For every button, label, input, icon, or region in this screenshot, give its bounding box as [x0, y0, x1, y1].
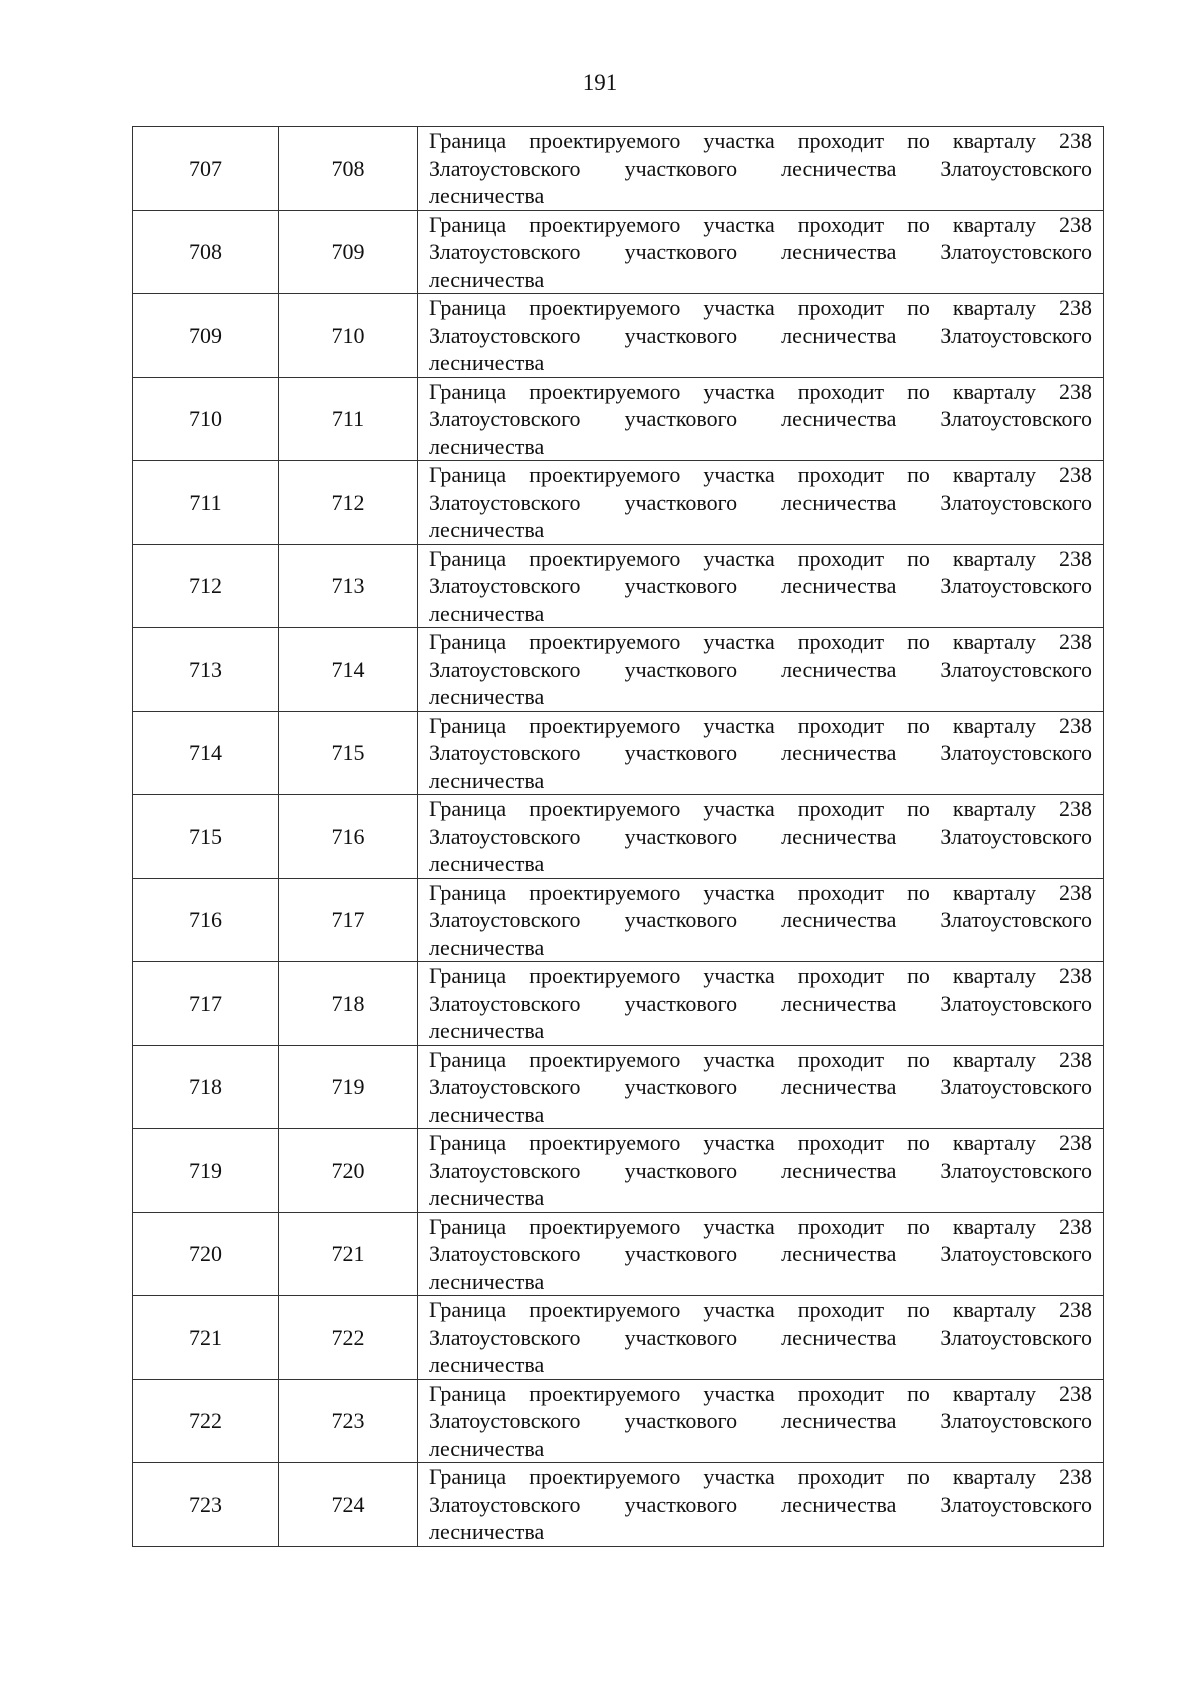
- table-row: [133, 210, 1104, 294]
- point-from-cell: 719: [133, 1129, 279, 1213]
- table-row: [133, 962, 1104, 1046]
- point-to-cell: 708: [279, 127, 418, 211]
- point-to-cell: 711: [279, 377, 418, 461]
- description-cell: Граница проектируемого участка проходит по кварталу 238 Златоустовского участкового лесничества Златоустовского лесничества: [418, 962, 1104, 1046]
- point-from-cell: 710: [133, 377, 279, 461]
- description-cell: Граница проектируемого участка проходит по кварталу 238 Златоустовского участкового лесничества Златоустовского лесничества: [418, 544, 1104, 628]
- description-cell: Граница проектируемого участка проходит по кварталу 238 Златоустовского участкового лесничества Златоустовского лесничества: [418, 210, 1104, 294]
- point-from-cell: 718: [133, 1045, 279, 1129]
- table-row: [133, 878, 1104, 962]
- point-from-cell: 707: [133, 127, 279, 211]
- point-to-cell: 721: [279, 1212, 418, 1296]
- point-to-cell: 719: [279, 1045, 418, 1129]
- description-cell: Граница проектируемого участка проходит по кварталу 238 Златоустовского участкового лесничества Златоустовского лесничества: [418, 1129, 1104, 1213]
- description-cell: Граница проектируемого участка проходит по кварталу 238 Златоустовского участкового лесничества Златоустовского лесничества: [418, 1463, 1104, 1547]
- point-to-cell: 713: [279, 544, 418, 628]
- point-from-cell: 716: [133, 878, 279, 962]
- point-to-cell: 715: [279, 711, 418, 795]
- table-row: [133, 461, 1104, 545]
- description-cell: Граница проектируемого участка проходит по кварталу 238 Златоустовского участкового лесничества Златоустовского лесничества: [418, 1296, 1104, 1380]
- point-from-cell: 723: [133, 1463, 279, 1547]
- point-from-cell: 713: [133, 628, 279, 712]
- description-cell: Граница проектируемого участка проходит по кварталу 238 Златоустовского участкового лесничества Златоустовского лесничества: [418, 711, 1104, 795]
- table-row: [133, 127, 1104, 211]
- table-row: [133, 1045, 1104, 1129]
- point-from-cell: 715: [133, 795, 279, 879]
- point-to-cell: 714: [279, 628, 418, 712]
- description-cell: Граница проектируемого участка проходит по кварталу 238 Златоустовского участкового лесничества Златоустовского лесничества: [418, 1379, 1104, 1463]
- description-cell: Граница проектируемого участка проходит по кварталу 238 Златоустовского участкового лесничества Златоустовского лесничества: [418, 377, 1104, 461]
- table-row: [133, 711, 1104, 795]
- point-from-cell: 711: [133, 461, 279, 545]
- description-cell: Граница проектируемого участка проходит по кварталу 238 Златоустовского участкового лесничества Златоустовского лесничества: [418, 628, 1104, 712]
- point-from-cell: 717: [133, 962, 279, 1046]
- point-from-cell: 722: [133, 1379, 279, 1463]
- point-from-cell: 714: [133, 711, 279, 795]
- description-cell: Граница проектируемого участка проходит по кварталу 238 Златоустовского участкового лесничества Златоустовского лесничества: [418, 795, 1104, 879]
- point-to-cell: 709: [279, 210, 418, 294]
- description-cell: Граница проектируемого участка проходит по кварталу 238 Златоустовского участкового лесничества Златоустовского лесничества: [418, 294, 1104, 378]
- description-cell: Граница проектируемого участка проходит по кварталу 238 Златоустовского участкового лесничества Златоустовского лесничества: [418, 1212, 1104, 1296]
- table-row: [133, 1212, 1104, 1296]
- table-row: [133, 294, 1104, 378]
- table-row: [133, 1296, 1104, 1380]
- description-cell: Граница проектируемого участка проходит по кварталу 238 Златоустовского участкового лесничества Златоустовского лесничества: [418, 1045, 1104, 1129]
- point-to-cell: 723: [279, 1379, 418, 1463]
- point-to-cell: 720: [279, 1129, 418, 1213]
- point-to-cell: 722: [279, 1296, 418, 1380]
- table-row: [133, 795, 1104, 879]
- point-from-cell: 721: [133, 1296, 279, 1380]
- table-row: [133, 1379, 1104, 1463]
- page-number: 191: [582, 70, 618, 95]
- table-row: [133, 544, 1104, 628]
- table-row: [133, 1463, 1104, 1547]
- point-to-cell: 718: [279, 962, 418, 1046]
- point-from-cell: 708: [133, 210, 279, 294]
- point-to-cell: 717: [279, 878, 418, 962]
- boundary-table: [132, 126, 1104, 1547]
- point-from-cell: 709: [133, 294, 279, 378]
- point-from-cell: 720: [133, 1212, 279, 1296]
- table-row: [133, 1129, 1104, 1213]
- point-to-cell: 716: [279, 795, 418, 879]
- point-from-cell: 712: [133, 544, 279, 628]
- table-body: [133, 127, 1104, 1547]
- description-cell: Граница проектируемого участка проходит по кварталу 238 Златоустовского участкового лесничества Златоустовского лесничества: [418, 127, 1104, 211]
- description-cell: Граница проектируемого участка проходит по кварталу 238 Златоустовского участкового лесничества Златоустовского лесничества: [418, 878, 1104, 962]
- table-row: [133, 377, 1104, 461]
- point-to-cell: 710: [279, 294, 418, 378]
- description-cell: Граница проектируемого участка проходит по кварталу 238 Златоустовского участкового лесничества Златоустовского лесничества: [418, 461, 1104, 545]
- table-row: [133, 628, 1104, 712]
- point-to-cell: 712: [279, 461, 418, 545]
- point-to-cell: 724: [279, 1463, 418, 1547]
